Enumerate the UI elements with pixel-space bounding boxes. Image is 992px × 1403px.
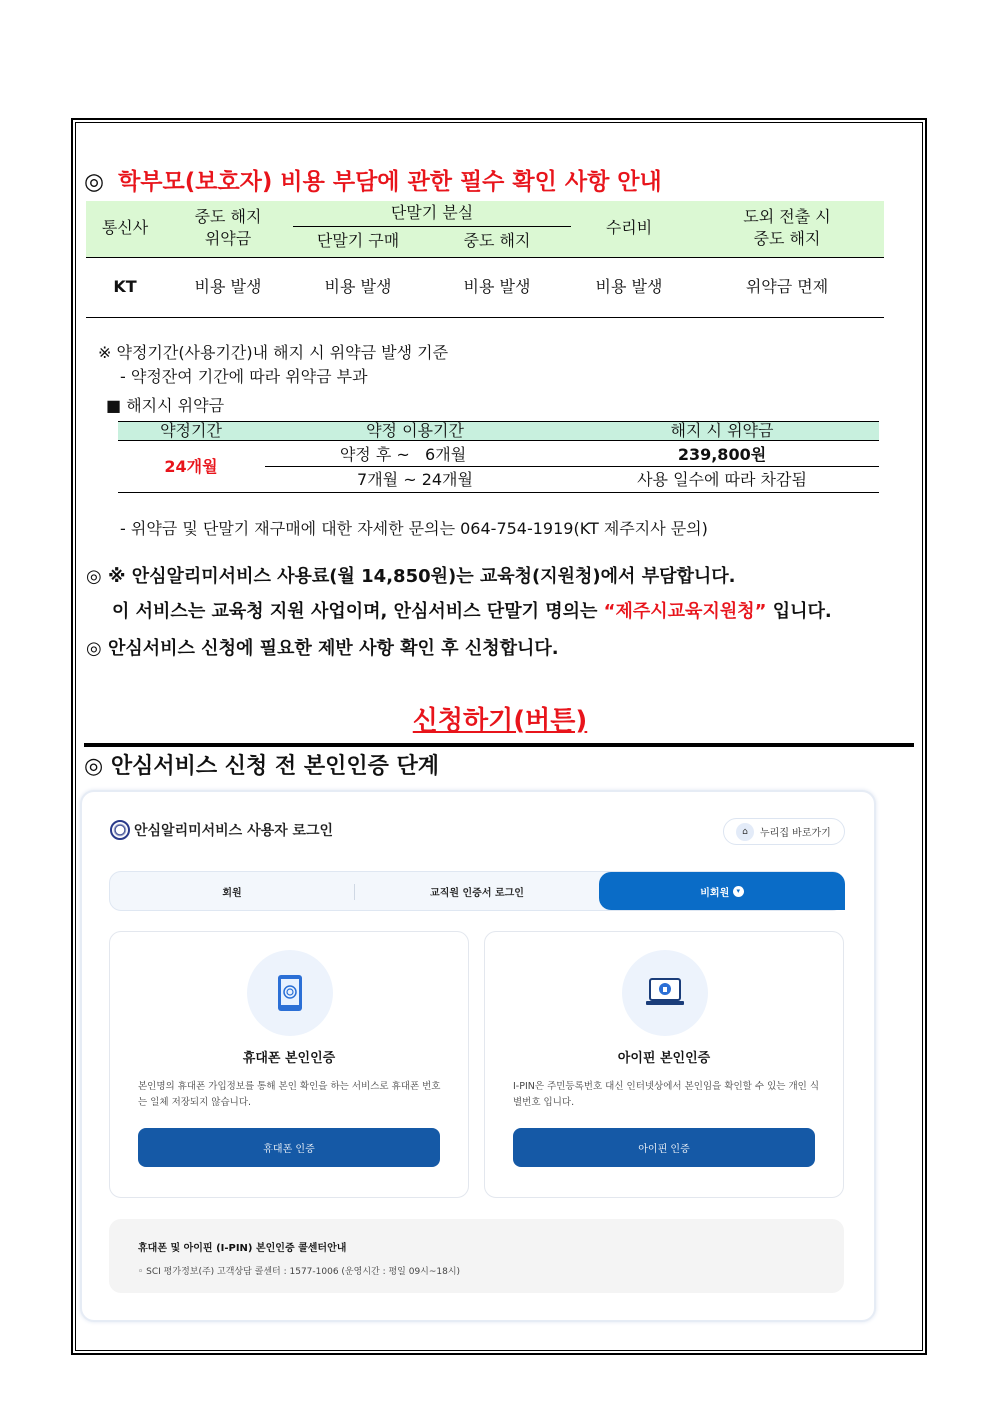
ipin-auth-card [484,931,844,1198]
home-button-label: 누리집 바로가기 [760,828,831,839]
card-title: 휴대폰 본인인증 [242,1051,336,1066]
penalty-header: 약정 이용기간 [366,421,464,440]
tab-member[interactable]: 회원 [222,887,242,899]
header-cancel-2: 위약금 [204,229,252,248]
check-circle-icon: ▾ [733,886,744,897]
cell: 비용 발생 [194,277,262,296]
penalty-period: 약정 후 ~ 6개월 [339,445,467,464]
home-icon: ⌂ [736,823,754,841]
support-text: 이 서비스는 교육청 지원 사업이며, 안심서비스 단말기 명의는 [112,601,604,622]
phone-auth-button[interactable]: 휴대폰 인증 [138,1128,440,1167]
header-abroad: 도외 전출 시 [743,207,831,226]
ipin-auth-button[interactable]: 아이핀 인증 [513,1128,815,1167]
penalty-term: 24개월 [164,457,218,476]
apply-button[interactable] [0,700,992,737]
fee-line: ◎ ※ 안심알리미서비스 사용료(월 14,850원)는 교육청(지원청)에서 부담합니다. [86,566,736,587]
divider [265,466,879,467]
notice-title-text: 학부모(보호자) 비용 부담에 관한 필수 확인 사항 안내 [118,169,662,195]
header-cancel: 중도 해지 [194,207,262,226]
phone-auth-card [109,931,469,1198]
notice-title [84,163,662,196]
header-repair: 수리비 [605,218,653,237]
section-divider [84,743,914,747]
cell: 비용 발생 [595,277,663,296]
criteria-sub: - 약정잔여 기간에 따라 위약금 부과 [120,367,368,386]
support-text-end: 입니다. [766,601,832,622]
header-carrier: 통신사 [101,218,149,237]
apply-button-label[interactable]: 신청하기(버튼) [412,706,588,736]
login-title [110,820,333,840]
double-circle-icon: ◎ [84,169,105,195]
penalty-heading: ■ 해지시 위약금 [106,396,225,415]
penalty-amount: 239,800원 [677,445,767,464]
penalty-header: 약정기간 [160,421,222,440]
header-loss: 단말기 분실 [390,203,474,222]
step-heading: ◎ 안심서비스 신청 전 본인인증 단계 [84,754,440,779]
penalty-period: 7개월 ~ 24개월 [357,470,473,489]
cell: 위약금 면제 [745,277,829,296]
penalty-header: 해지 시 위약금 [670,421,774,440]
card-desc: 본인명의 휴대폰 가입정보를 통해 본인 확인을 하는 서비스로 휴대폰 번호는 일체 저장되지 않습니다. [138,1081,441,1108]
inquiry-note: - 위약금 및 단말기 재구매에 대한 자세한 문의는 064-754-1919(KT 제주지사 문의) [120,519,708,538]
info-title: 휴대폰 및 아이핀 (I-PIN) 본인인증 콜센터안내 [138,1243,347,1254]
criteria-note: ※ 약정기간(사용기간)내 해지 시 위약금 발생 기준 [98,343,449,362]
apply-line: ◎ 안심서비스 신청에 필요한 제반 사항 확인 후 신청합니다. [86,638,559,659]
header-divider [293,226,571,227]
cell: 비용 발생 [463,277,531,296]
tab-staff-cert[interactable]: 교직원 인증서 로그인 [430,887,524,899]
cell-carrier: KT [113,277,137,296]
divider [118,492,879,493]
card-desc: I-PIN은 주민등록번호 대신 인터넷상에서 본인임을 확인할 수 있는 개인 식별번호 입니다. [513,1081,820,1108]
cell: 비용 발생 [324,277,392,296]
laptop-lock-icon [622,950,708,1036]
header-abroad-2: 중도 해지 [753,229,821,248]
support-owner: “제주시교육지원청” [603,601,767,622]
login-title-text: 안심알리미서비스 사용자 로그인 [134,823,334,839]
phone-fingerprint-icon [247,950,333,1036]
header-loss-cancel: 중도 해지 [463,231,531,250]
card-title: 아이핀 본인인증 [617,1051,711,1066]
login-tabs [109,871,844,911]
penalty-amount: 사용 일수에 따라 차감됨 [637,470,807,489]
callcenter-info [109,1219,844,1293]
info-text: ◦ SCI 평가정보(주) 고객상담 콜센터 : 1577-1006 (운영시간 : 평일 09시~18시) [138,1267,461,1277]
support-line [112,597,832,623]
header-loss-buy: 단말기 구매 [316,231,400,250]
tab-non-member[interactable] [599,872,845,910]
tab-non-member-label: 비회원 [700,887,730,899]
home-button[interactable] [723,818,845,845]
emblem-icon [110,820,130,840]
